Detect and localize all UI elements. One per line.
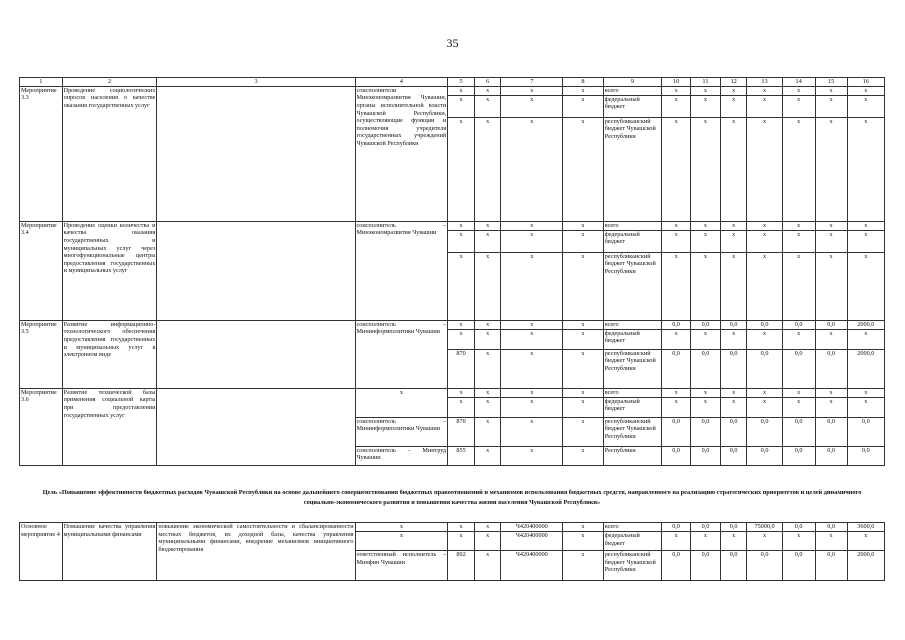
value-cell: 0,0 (747, 550, 782, 580)
value-cell: x (662, 329, 691, 349)
value-cell: x (782, 397, 815, 417)
code-cell: 870 (448, 417, 475, 446)
code-cell: x (501, 446, 563, 465)
code-cell: Ч420400000 (501, 522, 563, 531)
code-cell: x (563, 522, 603, 531)
code-cell: x (563, 117, 603, 221)
column-header: 2 (62, 78, 157, 87)
value-cell: x (782, 95, 815, 117)
value-cell: x (691, 388, 721, 397)
responsible-cell: соисполнитель – Мининформполитики Чувашии (355, 417, 448, 446)
measure-name: Проведение социологических опросов населения о качестве оказания государственных услуг (62, 86, 157, 221)
table-row (20, 388, 885, 397)
value-cell: x (662, 117, 691, 221)
value-cell: x (747, 252, 782, 320)
value-cell: 0,0 (782, 522, 815, 531)
responsible-cell: соисполнитель – Минэкономразвития Чувашии (355, 221, 448, 320)
page-number: 35 (446, 36, 459, 50)
value-cell: x (747, 86, 782, 95)
value-cell: x (747, 95, 782, 117)
value-cell: x (662, 95, 691, 117)
code-cell: x (474, 95, 501, 117)
indicator-cell: повышение экономической самостоятельности и сбалансированности местных бюджетов, их доходной базы, качества управления муниципальными финансами, внедрение механизмов инициативного бюджетирования (157, 522, 355, 580)
column-header: 14 (782, 78, 815, 87)
code-cell: x (474, 388, 501, 397)
code-cell: x (501, 329, 563, 349)
funding-source-cell: всего (603, 388, 662, 397)
value-cell: x (720, 531, 747, 550)
funding-source-cell: Республики (603, 446, 662, 465)
code-cell: x (474, 230, 501, 252)
value-cell: 0,0 (691, 550, 721, 580)
code-cell: x (563, 221, 603, 230)
code-cell: x (448, 230, 475, 252)
column-header: 13 (747, 78, 782, 87)
value-cell: x (815, 531, 847, 550)
value-cell: x (847, 329, 884, 349)
value-cell: 0,0 (662, 522, 691, 531)
code-cell: x (501, 230, 563, 252)
value-cell: x (720, 86, 747, 95)
value-cell: x (691, 117, 721, 221)
value-cell: x (847, 388, 884, 397)
value-cell: 75000,0 (747, 522, 782, 531)
code-cell: x (501, 86, 563, 95)
value-cell: x (782, 86, 815, 95)
value-cell: 3600,0 (847, 522, 884, 531)
value-cell: x (691, 531, 721, 550)
value-cell: x (720, 95, 747, 117)
value-cell: x (815, 397, 847, 417)
funding-source-cell: федеральный бюджет (603, 95, 662, 117)
column-header: 9 (603, 78, 662, 87)
value-cell: 0,0 (815, 320, 847, 329)
code-cell: x (474, 221, 501, 230)
value-cell: x (691, 230, 721, 252)
value-cell: 0,0 (747, 320, 782, 329)
value-cell: x (662, 221, 691, 230)
funding-source-cell: всего (603, 320, 662, 329)
value-cell: 0,0 (847, 446, 884, 465)
code-cell: 892 (448, 550, 475, 580)
code-cell: x (563, 349, 603, 388)
value-cell: 0,0 (691, 446, 721, 465)
value-cell: 0,0 (691, 417, 721, 446)
column-header: 8 (563, 78, 603, 87)
value-cell: 0,0 (782, 446, 815, 465)
code-cell: x (501, 417, 563, 446)
value-cell: x (662, 252, 691, 320)
value-cell: x (847, 86, 884, 95)
column-header: 10 (662, 78, 691, 87)
code-cell: 870 (448, 349, 475, 388)
code-cell: x (474, 320, 501, 329)
value-cell: 2000,0 (847, 349, 884, 388)
code-cell: x (563, 95, 603, 117)
funding-source-cell: республиканский бюджет Чувашской Республики (603, 252, 662, 320)
code-cell: x (448, 397, 475, 417)
code-cell: x (474, 446, 501, 465)
value-cell: x (847, 230, 884, 252)
program-table (19, 77, 885, 581)
code-cell: x (501, 397, 563, 417)
value-cell: 2000,0 (847, 320, 884, 329)
measure-name: Развитие технической базы применения социальной карты при предоставлении государственных услуг (62, 388, 157, 465)
value-cell: x (815, 95, 847, 117)
code-cell: x (563, 531, 603, 550)
code-cell: x (474, 329, 501, 349)
value-cell: x (815, 221, 847, 230)
code-cell: x (563, 252, 603, 320)
funding-source-cell: федеральный бюджет (603, 531, 662, 550)
value-cell: x (747, 329, 782, 349)
code-cell: x (474, 252, 501, 320)
value-cell: 0,0 (782, 417, 815, 446)
responsible-cell: соисполнитель – Мининформполитики Чувашии (355, 320, 448, 388)
value-cell: 0,0 (815, 550, 847, 580)
responsible-cell: соисполнитель – Минтруд Чувашии (355, 446, 448, 465)
funding-source-cell: республиканский бюджет Чувашской Республики (603, 349, 662, 388)
code-cell: x (563, 329, 603, 349)
code-cell: x (448, 252, 475, 320)
code-cell: x (501, 388, 563, 397)
measure-label: Мероприятие 3.5 (20, 320, 63, 388)
value-cell: x (782, 388, 815, 397)
value-cell: x (815, 252, 847, 320)
column-header: 11 (691, 78, 721, 87)
funding-source-cell: федеральный бюджет (603, 230, 662, 252)
measure-label: Основное мероприятие 4 (20, 522, 63, 580)
code-cell: x (474, 86, 501, 95)
funding-source-cell: федеральный бюджет (603, 329, 662, 349)
value-cell: x (747, 397, 782, 417)
code-cell: x (563, 388, 603, 397)
value-cell: 0,0 (720, 550, 747, 580)
value-cell: 0,0 (691, 320, 721, 329)
code-cell: x (563, 446, 603, 465)
column-header: 15 (815, 78, 847, 87)
value-cell: x (720, 252, 747, 320)
column-header: 1 (20, 78, 63, 87)
value-cell: x (815, 230, 847, 252)
value-cell: x (782, 117, 815, 221)
code-cell: x (563, 397, 603, 417)
code-cell: x (501, 117, 563, 221)
code-cell: x (474, 531, 501, 550)
value-cell: 0,0 (662, 349, 691, 388)
value-cell: x (782, 531, 815, 550)
value-cell: x (815, 388, 847, 397)
funding-source-cell: республиканский бюджет Чувашской Республики (603, 550, 662, 580)
measure-name: Проведение оценки количества и качества оказания государственных и муниципальных услуг через многофункциональные центры предоставления государственных и муниципальных услуг (62, 221, 157, 320)
value-cell: x (782, 221, 815, 230)
value-cell: 0,0 (782, 320, 815, 329)
value-cell: x (847, 397, 884, 417)
value-cell: 0,0 (782, 550, 815, 580)
funding-source-cell: всего (603, 221, 662, 230)
value-cell: x (747, 221, 782, 230)
value-cell: x (815, 86, 847, 95)
code-cell: x (448, 329, 475, 349)
indicator-cell (157, 388, 355, 465)
value-cell: x (847, 531, 884, 550)
value-cell: 0,0 (720, 522, 747, 531)
table-row (20, 86, 885, 95)
value-cell: 0,0 (815, 349, 847, 388)
value-cell: x (691, 86, 721, 95)
column-header: 7 (501, 78, 563, 87)
column-header: 4 (355, 78, 448, 87)
code-cell: x (448, 320, 475, 329)
value-cell: x (691, 221, 721, 230)
value-cell: 0,0 (815, 446, 847, 465)
value-cell: 2000,0 (847, 550, 884, 580)
code-cell: x (448, 531, 475, 550)
value-cell: 0,0 (691, 349, 721, 388)
value-cell: 0,0 (691, 522, 721, 531)
code-cell: x (474, 522, 501, 531)
table-row (20, 221, 885, 230)
code-cell: x (563, 230, 603, 252)
value-cell: x (747, 531, 782, 550)
value-cell: x (691, 329, 721, 349)
code-cell: x (563, 320, 603, 329)
column-header: 12 (720, 78, 747, 87)
code-cell: x (474, 417, 501, 446)
value-cell: 0,0 (747, 417, 782, 446)
measure-label: Мероприятие 3.6 (20, 388, 63, 465)
code-cell: x (501, 252, 563, 320)
value-cell: 0,0 (815, 417, 847, 446)
indicator-cell (157, 221, 355, 320)
code-cell: x (474, 397, 501, 417)
measure-name: Развитие информационно-технологического обеспечения предоставления государственных и муниципальных услуг в электронном виде (62, 320, 157, 388)
value-cell: x (691, 252, 721, 320)
value-cell: 0,0 (720, 349, 747, 388)
value-cell: x (847, 221, 884, 230)
code-cell: x (501, 320, 563, 329)
code-cell: x (563, 417, 603, 446)
code-cell: x (501, 221, 563, 230)
goal-text: Цель «Повышение эффективности бюджетных расходов Чувашской Республики на основе дальнейшего совершенствования бюджетных правоотношений и механизмов использования бюджетных средств, направленного на реализацию стратегических приоритетов и целей динамичного социально-экономического развития и повышения качества жизни населения Чувашской Республики» (20, 465, 885, 522)
value-cell: x (782, 329, 815, 349)
value-cell: x (782, 230, 815, 252)
code-cell: x (448, 221, 475, 230)
code-cell: x (474, 349, 501, 388)
value-cell: x (662, 86, 691, 95)
goal-row (20, 465, 885, 522)
value-cell: x (691, 397, 721, 417)
value-cell: x (847, 252, 884, 320)
value-cell: x (662, 397, 691, 417)
responsible-cell: x (355, 522, 448, 531)
code-cell: x (448, 522, 475, 531)
code-cell: x (448, 95, 475, 117)
code-cell: x (501, 95, 563, 117)
value-cell: 0,0 (662, 446, 691, 465)
value-cell: x (662, 531, 691, 550)
value-cell: 0,0 (747, 349, 782, 388)
funding-source-cell: всего (603, 86, 662, 95)
value-cell: x (747, 230, 782, 252)
value-cell: 0,0 (662, 320, 691, 329)
column-header: 6 (474, 78, 501, 87)
code-cell: x (448, 388, 475, 397)
code-cell: x (448, 117, 475, 221)
measure-label: Мероприятие 3.3 (20, 86, 63, 221)
column-header: 5 (448, 78, 475, 87)
measure-name: Повышение качества управления муниципальными финансами (62, 522, 157, 580)
value-cell: x (815, 329, 847, 349)
column-header: 3 (157, 78, 355, 87)
value-cell: 0,0 (782, 349, 815, 388)
code-cell: 855 (448, 446, 475, 465)
value-cell: 0,0 (747, 446, 782, 465)
code-cell: x (448, 86, 475, 95)
responsible-cell: x (355, 388, 448, 417)
code-cell: Ч420400000 (501, 531, 563, 550)
value-cell: x (720, 397, 747, 417)
indicator-cell (157, 86, 355, 221)
value-cell: x (720, 388, 747, 397)
table-row (20, 522, 885, 531)
value-cell: x (847, 117, 884, 221)
value-cell: x (720, 329, 747, 349)
code-cell: x (474, 550, 501, 580)
value-cell: x (662, 230, 691, 252)
value-cell: x (662, 388, 691, 397)
column-header: 16 (847, 78, 884, 87)
value-cell: x (782, 252, 815, 320)
value-cell: 0,0 (720, 417, 747, 446)
value-cell: x (720, 230, 747, 252)
responsible-cell: ответственный исполнитель – Минфин Чувашии (355, 550, 448, 580)
value-cell: x (747, 388, 782, 397)
indicator-cell (157, 320, 355, 388)
code-cell: x (563, 550, 603, 580)
value-cell: 0,0 (720, 320, 747, 329)
responsible-cell: соисполнители Минэкономразвития Чувашии, органы исполнительной власти Чувашской Республики, осуществляющие функции и полномочия учредителя государственных учреждений Чувашской Республики (355, 86, 448, 221)
measure-label: Мероприятие 3.4 (20, 221, 63, 320)
code-cell: Ч420400000 (501, 550, 563, 580)
value-cell: x (720, 221, 747, 230)
value-cell: 0,0 (720, 446, 747, 465)
code-cell: x (501, 349, 563, 388)
value-cell: x (847, 95, 884, 117)
code-cell: x (474, 117, 501, 221)
value-cell: x (720, 117, 747, 221)
code-cell: x (563, 86, 603, 95)
funding-source-cell: федеральный бюджет (603, 397, 662, 417)
value-cell: 0,0 (815, 522, 847, 531)
funding-source-cell: республиканский бюджет Чувашской Республики (603, 117, 662, 221)
value-cell: x (815, 117, 847, 221)
value-cell: x (747, 117, 782, 221)
responsible-cell: x (355, 531, 448, 550)
value-cell: 0,0 (662, 550, 691, 580)
header-row (20, 78, 885, 87)
table-row (20, 320, 885, 329)
funding-source-cell: республиканский бюджет Чувашской Республики (603, 417, 662, 446)
value-cell: x (691, 95, 721, 117)
value-cell: 0,0 (662, 417, 691, 446)
funding-source-cell: всего (603, 522, 662, 531)
value-cell: 0,0 (847, 417, 884, 446)
